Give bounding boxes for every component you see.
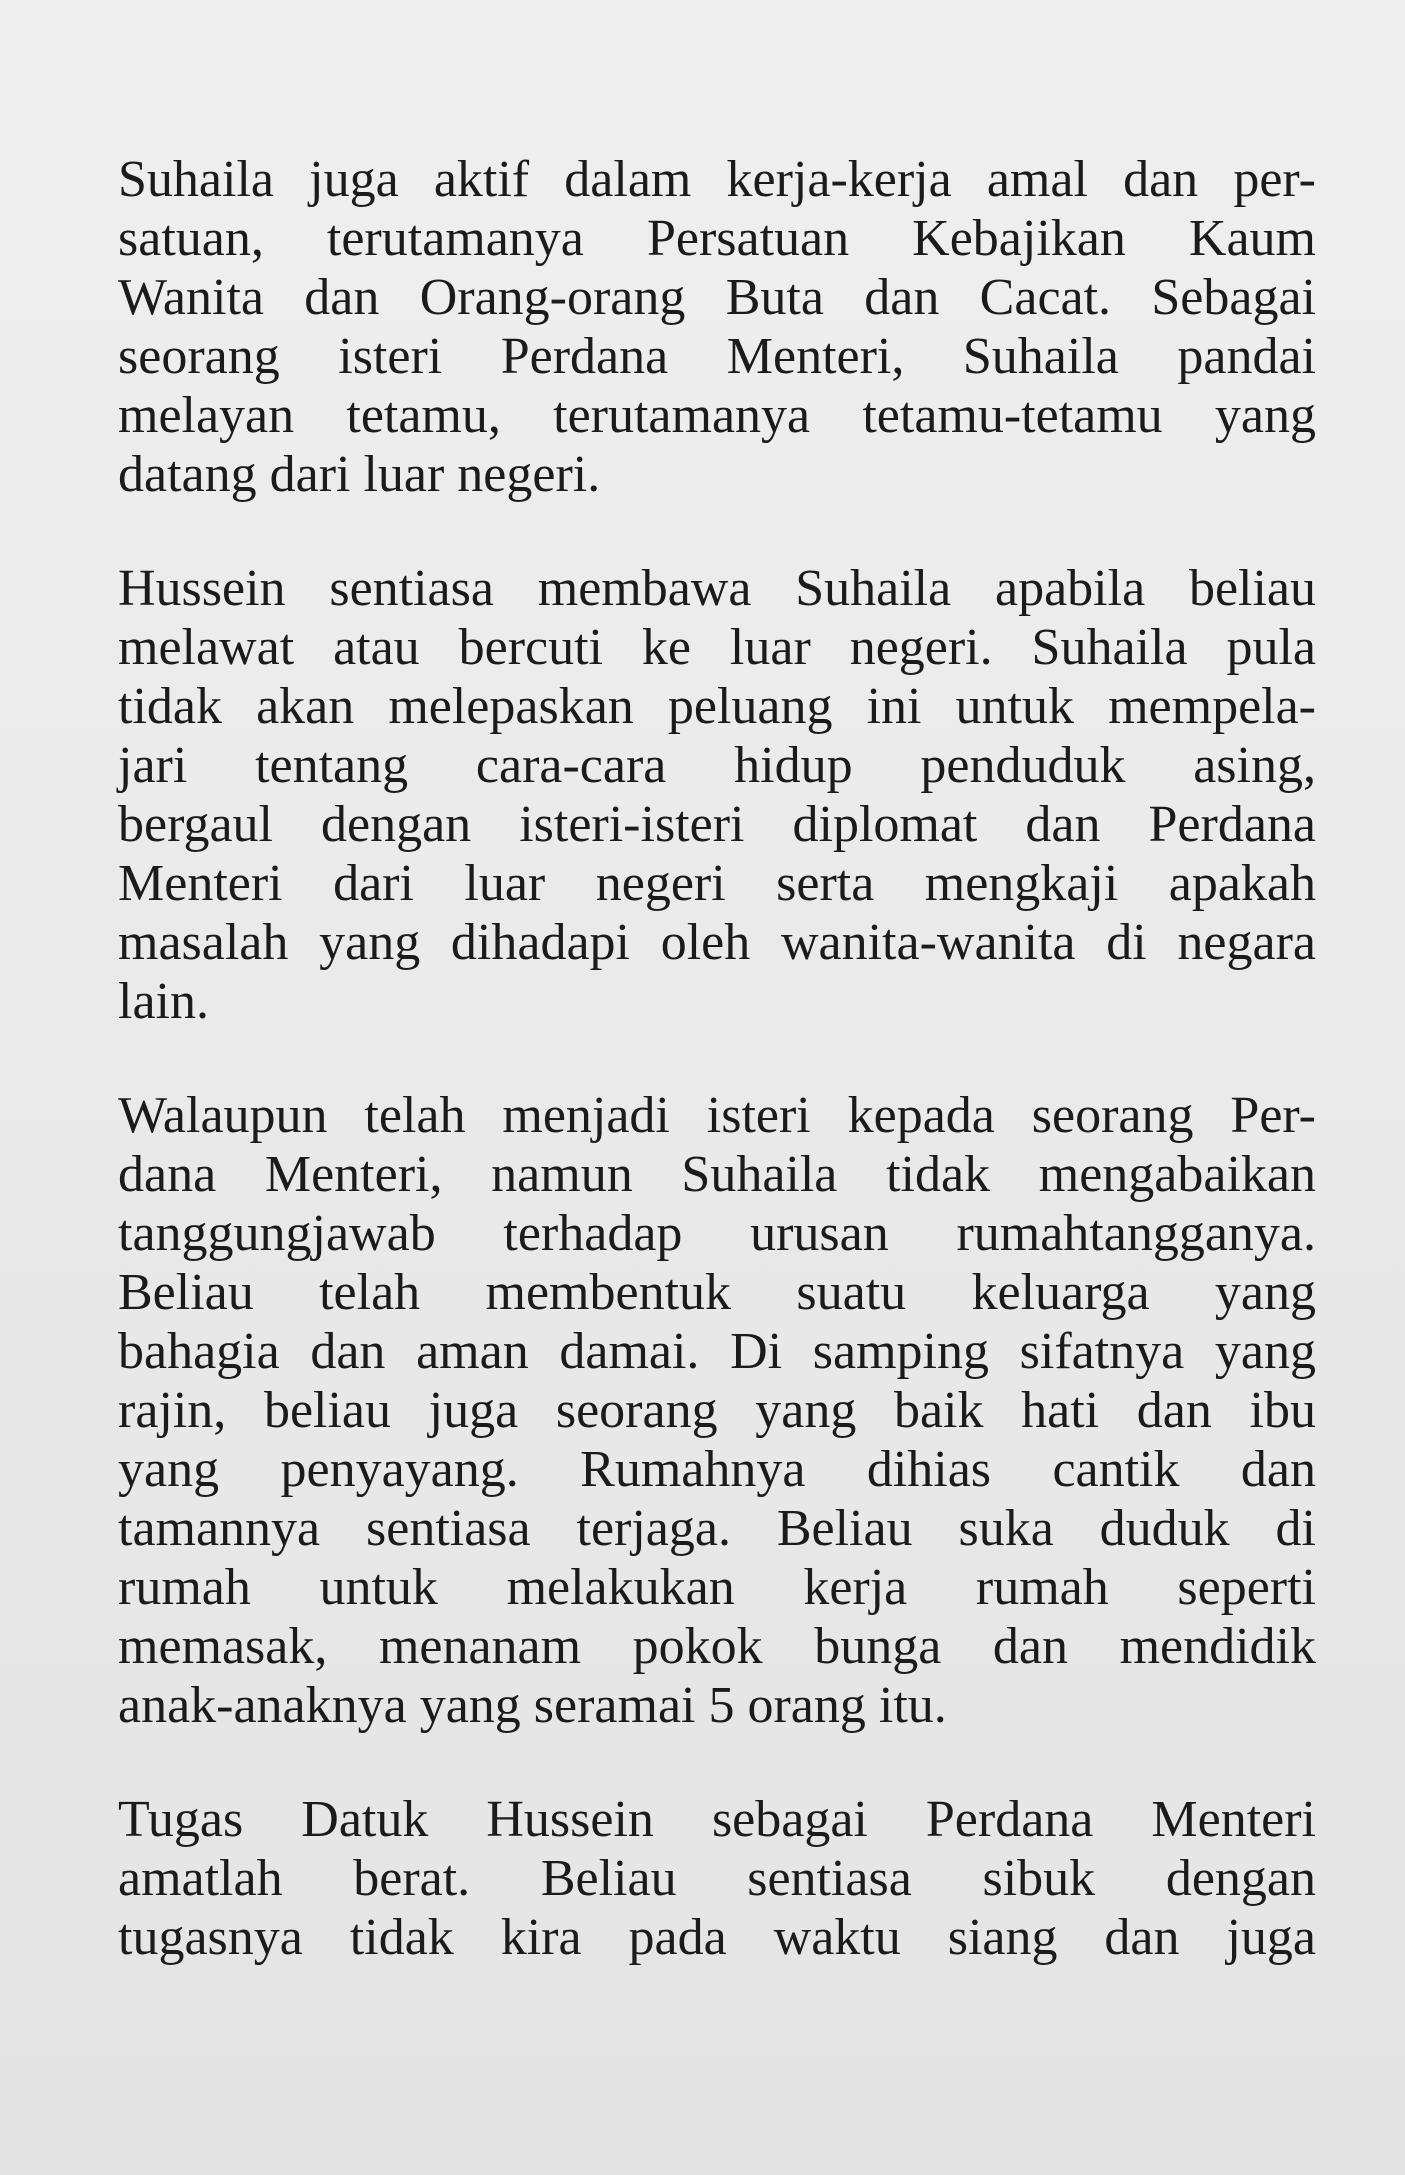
text-line: Tugas Datuk Hussein sebagai Perdana Menteri xyxy=(118,1791,1316,1848)
text-line: tugasnya tidak kira pada waktu siang dan juga xyxy=(118,1909,1316,1966)
text-line: amatlah berat. Beliau sentiasa sibuk dengan xyxy=(118,1850,1316,1907)
text-line: seorang isteri Perdana Menteri, Suhaila pandai xyxy=(118,328,1316,385)
text-line: Wanita dan Orang-orang Buta dan Cacat. Sebagai xyxy=(118,269,1316,326)
text-line: satuan, terutamanya Persatuan Kebajikan Kaum xyxy=(118,210,1316,267)
text-line: jari tentang cara-cara hidup penduduk asing, xyxy=(118,737,1316,794)
text-line: Hussein sentiasa membawa Suhaila apabila beliau xyxy=(118,560,1316,617)
text-line: memasak, menanam pokok bunga dan mendidik xyxy=(118,1618,1316,1675)
text-line: melayan tetamu, terutamanya tetamu-tetamu yang xyxy=(118,387,1316,444)
text-line: anak-anaknya yang seramai 5 orang itu. xyxy=(118,1677,947,1734)
text-line: rumah untuk melakukan kerja rumah seperti xyxy=(118,1559,1316,1616)
paragraph-1 xyxy=(118,150,1316,504)
paragraph-3 xyxy=(118,1086,1316,1735)
text-line: masalah yang dihadapi oleh wanita-wanita di negara xyxy=(118,914,1316,971)
text-line: tamannya sentiasa terjaga. Beliau suka duduk di xyxy=(118,1500,1316,1557)
text-line: tidak akan melepaskan peluang ini untuk mempela- xyxy=(118,678,1316,735)
paragraph-4 xyxy=(118,1790,1316,1967)
text-line: Beliau telah membentuk suatu keluarga yang xyxy=(118,1264,1316,1321)
text-line: bahagia dan aman damai. Di samping sifatnya yang xyxy=(118,1323,1316,1380)
text-line: rajin, beliau juga seorang yang baik hati dan ibu xyxy=(118,1382,1316,1439)
paragraph-2 xyxy=(118,559,1316,1031)
text-line: Walaupun telah menjadi isteri kepada seorang Per- xyxy=(118,1087,1316,1144)
text-line: tanggungjawab terhadap urusan rumahtangganya. xyxy=(118,1205,1316,1262)
text-line: bergaul dengan isteri-isteri diplomat dan Perdana xyxy=(118,796,1316,853)
text-line: Suhaila juga aktif dalam kerja-kerja amal dan per- xyxy=(118,151,1316,208)
text-line: Menteri dari luar negeri serta mengkaji apakah xyxy=(118,855,1316,912)
body-text xyxy=(118,150,1316,2022)
text-line: lain. xyxy=(118,973,209,1030)
text-line: dana Menteri, namun Suhaila tidak mengabaikan xyxy=(118,1146,1316,1203)
text-line: datang dari luar negeri. xyxy=(118,446,601,503)
text-line: melawat atau bercuti ke luar negeri. Suhaila pula xyxy=(118,619,1316,676)
text-line: yang penyayang. Rumahnya dihias cantik dan xyxy=(118,1441,1316,1498)
